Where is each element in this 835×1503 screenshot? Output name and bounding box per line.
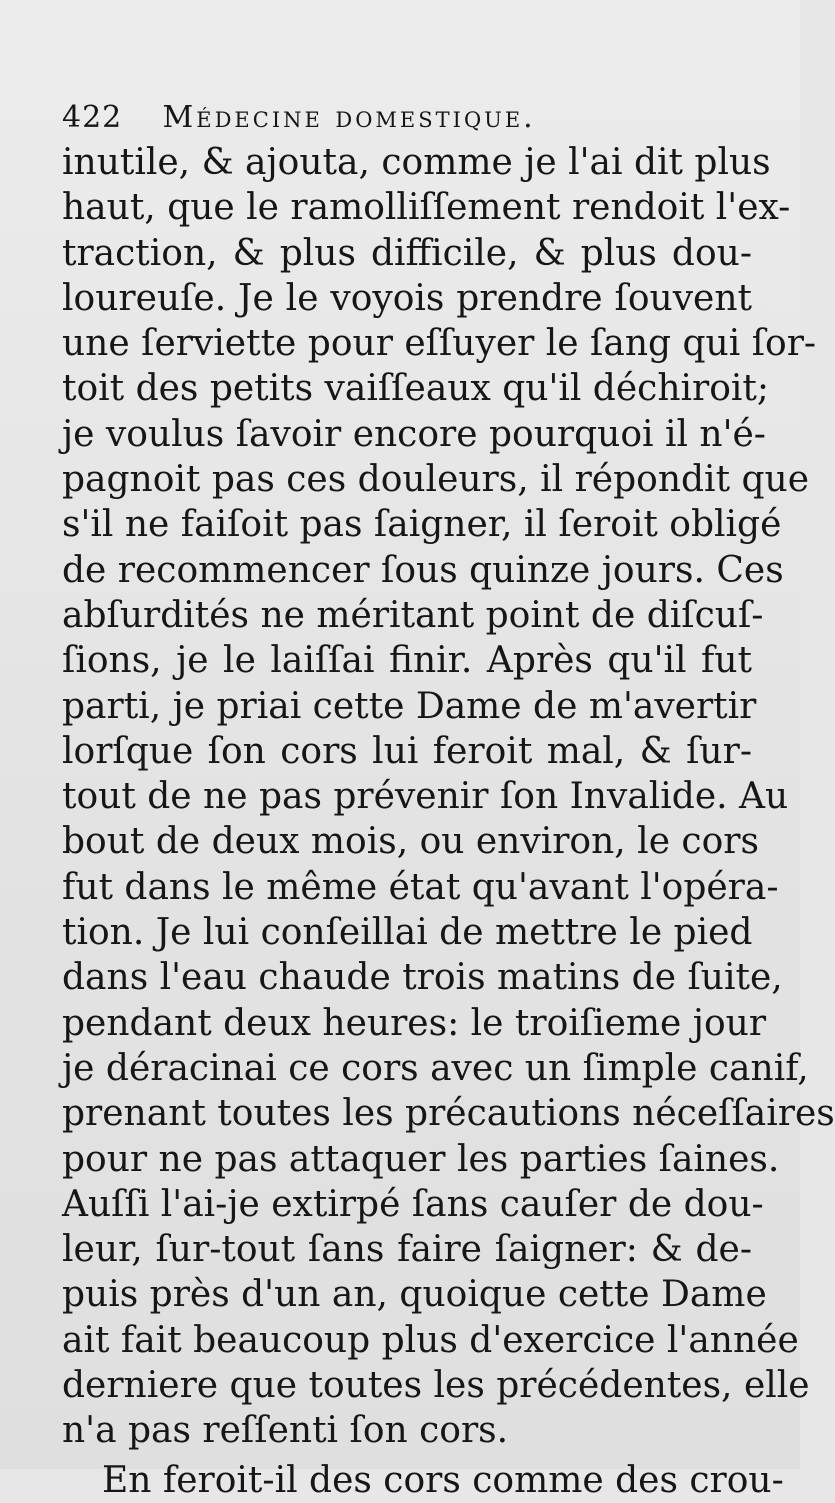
text-line: prenant toutes les précautions néceſſaires	[62, 1093, 835, 1135]
text-line: s'il ne faiſoit pas ſaigner, il ſeroit obligé	[62, 504, 782, 546]
text-line: ſions, je le laiſſai finir. Après qu'il fut	[62, 640, 752, 682]
text-line: En feroit-il des cors comme des crou-	[102, 1459, 784, 1501]
text-line: leur, ſur-tout ſans faire ſaigner: & de-	[62, 1229, 752, 1271]
text-line: pagnoit pas ces douleurs, il répondit que	[62, 459, 810, 501]
page-number: 422	[62, 100, 123, 135]
running-head-title: Médecine domestique.	[162, 100, 536, 135]
text-line: tion. Je lui conſeillai de mettre le pied	[62, 912, 753, 954]
text-line: inutile, & ajouta, comme je l'ai dit plus	[62, 142, 771, 183]
text-line: parti, je priai cette Dame de m'avertir	[62, 685, 757, 727]
text-line: je voulus ſavoir encore pourquoi il n'é-	[62, 413, 766, 455]
text-line: haut, que le ramolliſſement rendoit l'ex-	[62, 187, 791, 229]
text-line: bout de deux mois, ou environ, le cors	[62, 821, 759, 863]
text-line: ait fait beaucoup plus d'exercice l'année	[62, 1319, 799, 1361]
text-line: abſurdités ne méritant point de diſcuſ-	[62, 594, 764, 636]
text-line: pendant deux heures: le troiſieme jour	[62, 1002, 767, 1044]
text-line: dans l'eau chaude trois matins de ſuite,	[62, 957, 783, 999]
text-line: derniere que toutes les précédentes, elle	[62, 1365, 810, 1407]
text-line: toit des petits vaiſſeaux qu'il déchiroit;	[62, 368, 770, 410]
body-text	[62, 140, 835, 1503]
text-line: une ſerviette pour eſſuyer le ſang qui ſor-	[62, 323, 817, 365]
text-line: lorſque ſon cors lui feroit mal, & ſur-	[62, 730, 752, 772]
text-line: traction, & plus difficile, & plus dou-	[62, 232, 752, 274]
text-line: n'a pas reſſenti ſon cors.	[62, 1410, 509, 1452]
text-line: loureuſe. Je le voyois prendre ſouvent	[62, 277, 752, 319]
text-line: de recommencer ſous quinze jours. Ces	[62, 549, 784, 591]
text-line: fut dans le même état qu'avant l'opéra-	[62, 866, 779, 908]
text-line: Auſſi l'ai-je extirpé ſans cauſer de dou-	[62, 1183, 764, 1225]
text-line: tout de ne pas prévenir ſon Invalide. Au	[62, 776, 789, 818]
text-line: puis près d'un an, quoique cette Dame	[62, 1274, 767, 1316]
text-line: je déracinai ce cors avec un ſimple canif,	[62, 1047, 809, 1089]
text-line: pour ne pas attaquer les parties ſaines.	[62, 1138, 780, 1180]
running-header	[62, 100, 536, 135]
